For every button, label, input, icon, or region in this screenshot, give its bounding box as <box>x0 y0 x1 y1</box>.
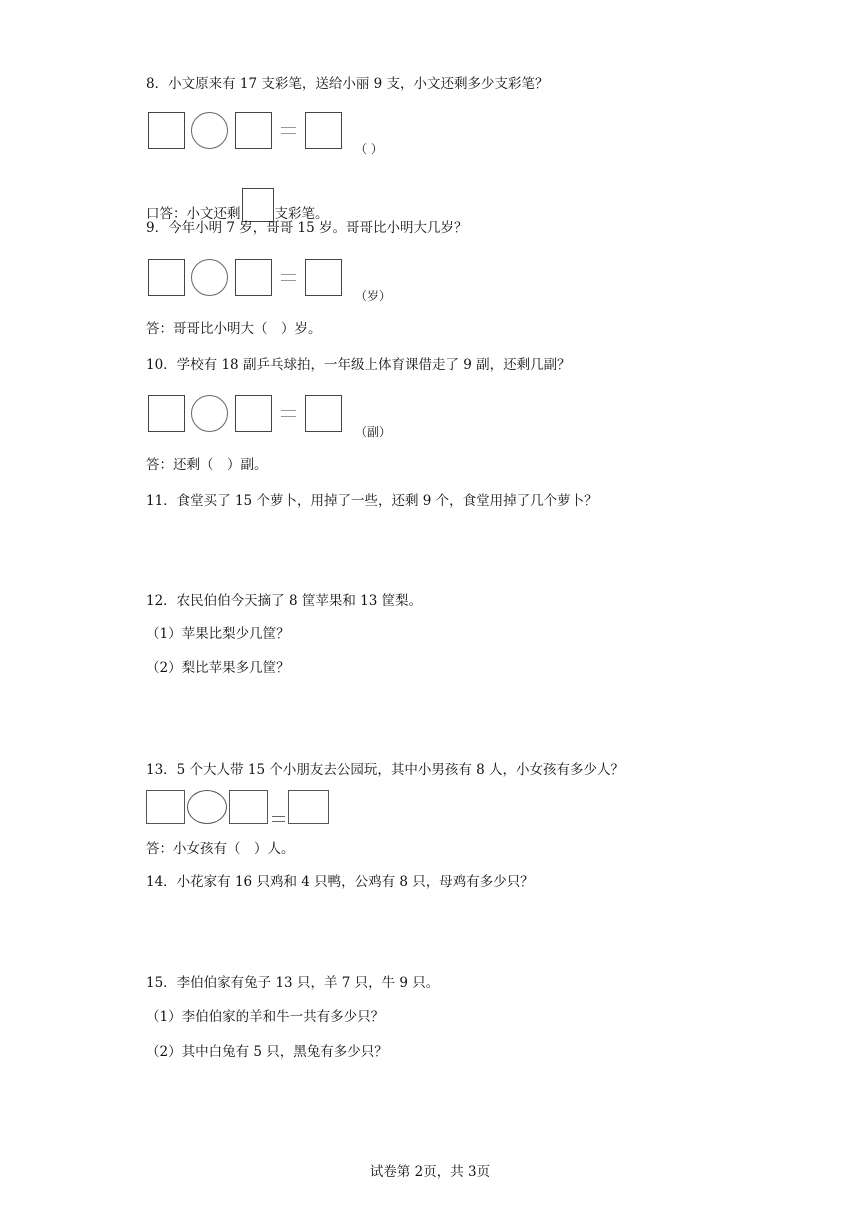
answer-suffix: 支彩笔。 <box>274 206 329 222</box>
equals-sign <box>281 274 296 281</box>
equals-sign <box>272 816 285 822</box>
question-11-text: 11．食堂买了 15 个萝卜，用掉了一些，还剩 9 个，食堂用掉了几个萝卜？ <box>146 493 598 509</box>
answer-line-q10: 答：还剩（ ）副。 <box>146 457 268 473</box>
result-box[interactable] <box>305 259 342 296</box>
operator-circle[interactable] <box>191 112 228 149</box>
result-box[interactable] <box>305 112 342 149</box>
number-box-1[interactable] <box>148 395 185 432</box>
operator-ellipse[interactable] <box>187 790 227 824</box>
question-8-text: 8．小文原来有 17 支彩笔，送给小丽 9 支，小文还剩多少支彩笔？ <box>146 76 549 92</box>
question-12-sub-1: （1）苹果比梨少几筐？ <box>146 626 290 642</box>
equation-template-q13 <box>146 790 346 832</box>
answer-prefix: 口答：小文还剩 <box>146 206 241 222</box>
number-box-2[interactable] <box>235 395 272 432</box>
operator-circle[interactable] <box>191 259 228 296</box>
number-box-2[interactable] <box>229 790 268 824</box>
unit-label-q10: （副） <box>355 425 392 439</box>
equals-sign <box>281 127 296 134</box>
answer-line-q13: 答：小女孩有（ ）人。 <box>146 841 295 857</box>
result-box[interactable] <box>305 395 342 432</box>
answer-blank-box[interactable] <box>242 188 274 222</box>
equation-template-q9 <box>148 259 348 301</box>
number-box-1[interactable] <box>146 790 185 824</box>
result-box[interactable] <box>288 790 329 824</box>
question-12-sub-2: （2）梨比苹果多几筐？ <box>146 660 290 676</box>
question-15-text: 15．李伯伯家有兔子 13 只，羊 7 只，牛 9 只。 <box>146 975 440 991</box>
unit-label-q8: （ ） <box>355 142 383 156</box>
page-footer: 试卷第 2页，共 3页 <box>369 1164 491 1180</box>
unit-label-q9: （岁） <box>355 289 392 303</box>
number-box-2[interactable] <box>235 259 272 296</box>
question-12-text: 12．农民伯伯今天摘了 8 筐苹果和 13 筐梨。 <box>146 593 423 609</box>
operator-circle[interactable] <box>191 395 228 432</box>
answer-line-q8 <box>146 188 329 223</box>
question-14-text: 14．小花家有 16 只鸡和 4 只鸭，公鸡有 8 只，母鸡有多少只？ <box>146 874 534 890</box>
question-9-text: 9．今年小明 7 岁，哥哥 15 岁。哥哥比小明大几岁？ <box>146 220 468 236</box>
number-box-1[interactable] <box>148 112 185 149</box>
number-box-2[interactable] <box>235 112 272 149</box>
equation-template-q10 <box>148 395 348 437</box>
question-13-text: 13．5 个大人带 15 个小朋友去公园玩，其中小男孩有 8 人，小女孩有多少人？ <box>146 762 624 778</box>
equation-template-q8 <box>148 112 348 154</box>
question-10-text: 10．学校有 18 副乒乓球拍，一年级上体育课借走了 9 副，还剩几副？ <box>146 357 571 373</box>
equals-sign <box>281 410 296 417</box>
number-box-1[interactable] <box>148 259 185 296</box>
answer-line-q9: 答：哥哥比小明大（ ）岁。 <box>146 321 322 337</box>
question-15-sub-2: （2）其中白兔有 5 只，黑兔有多少只？ <box>146 1044 388 1060</box>
question-15-sub-1: （1）李伯伯家的羊和牛一共有多少只？ <box>146 1009 385 1025</box>
